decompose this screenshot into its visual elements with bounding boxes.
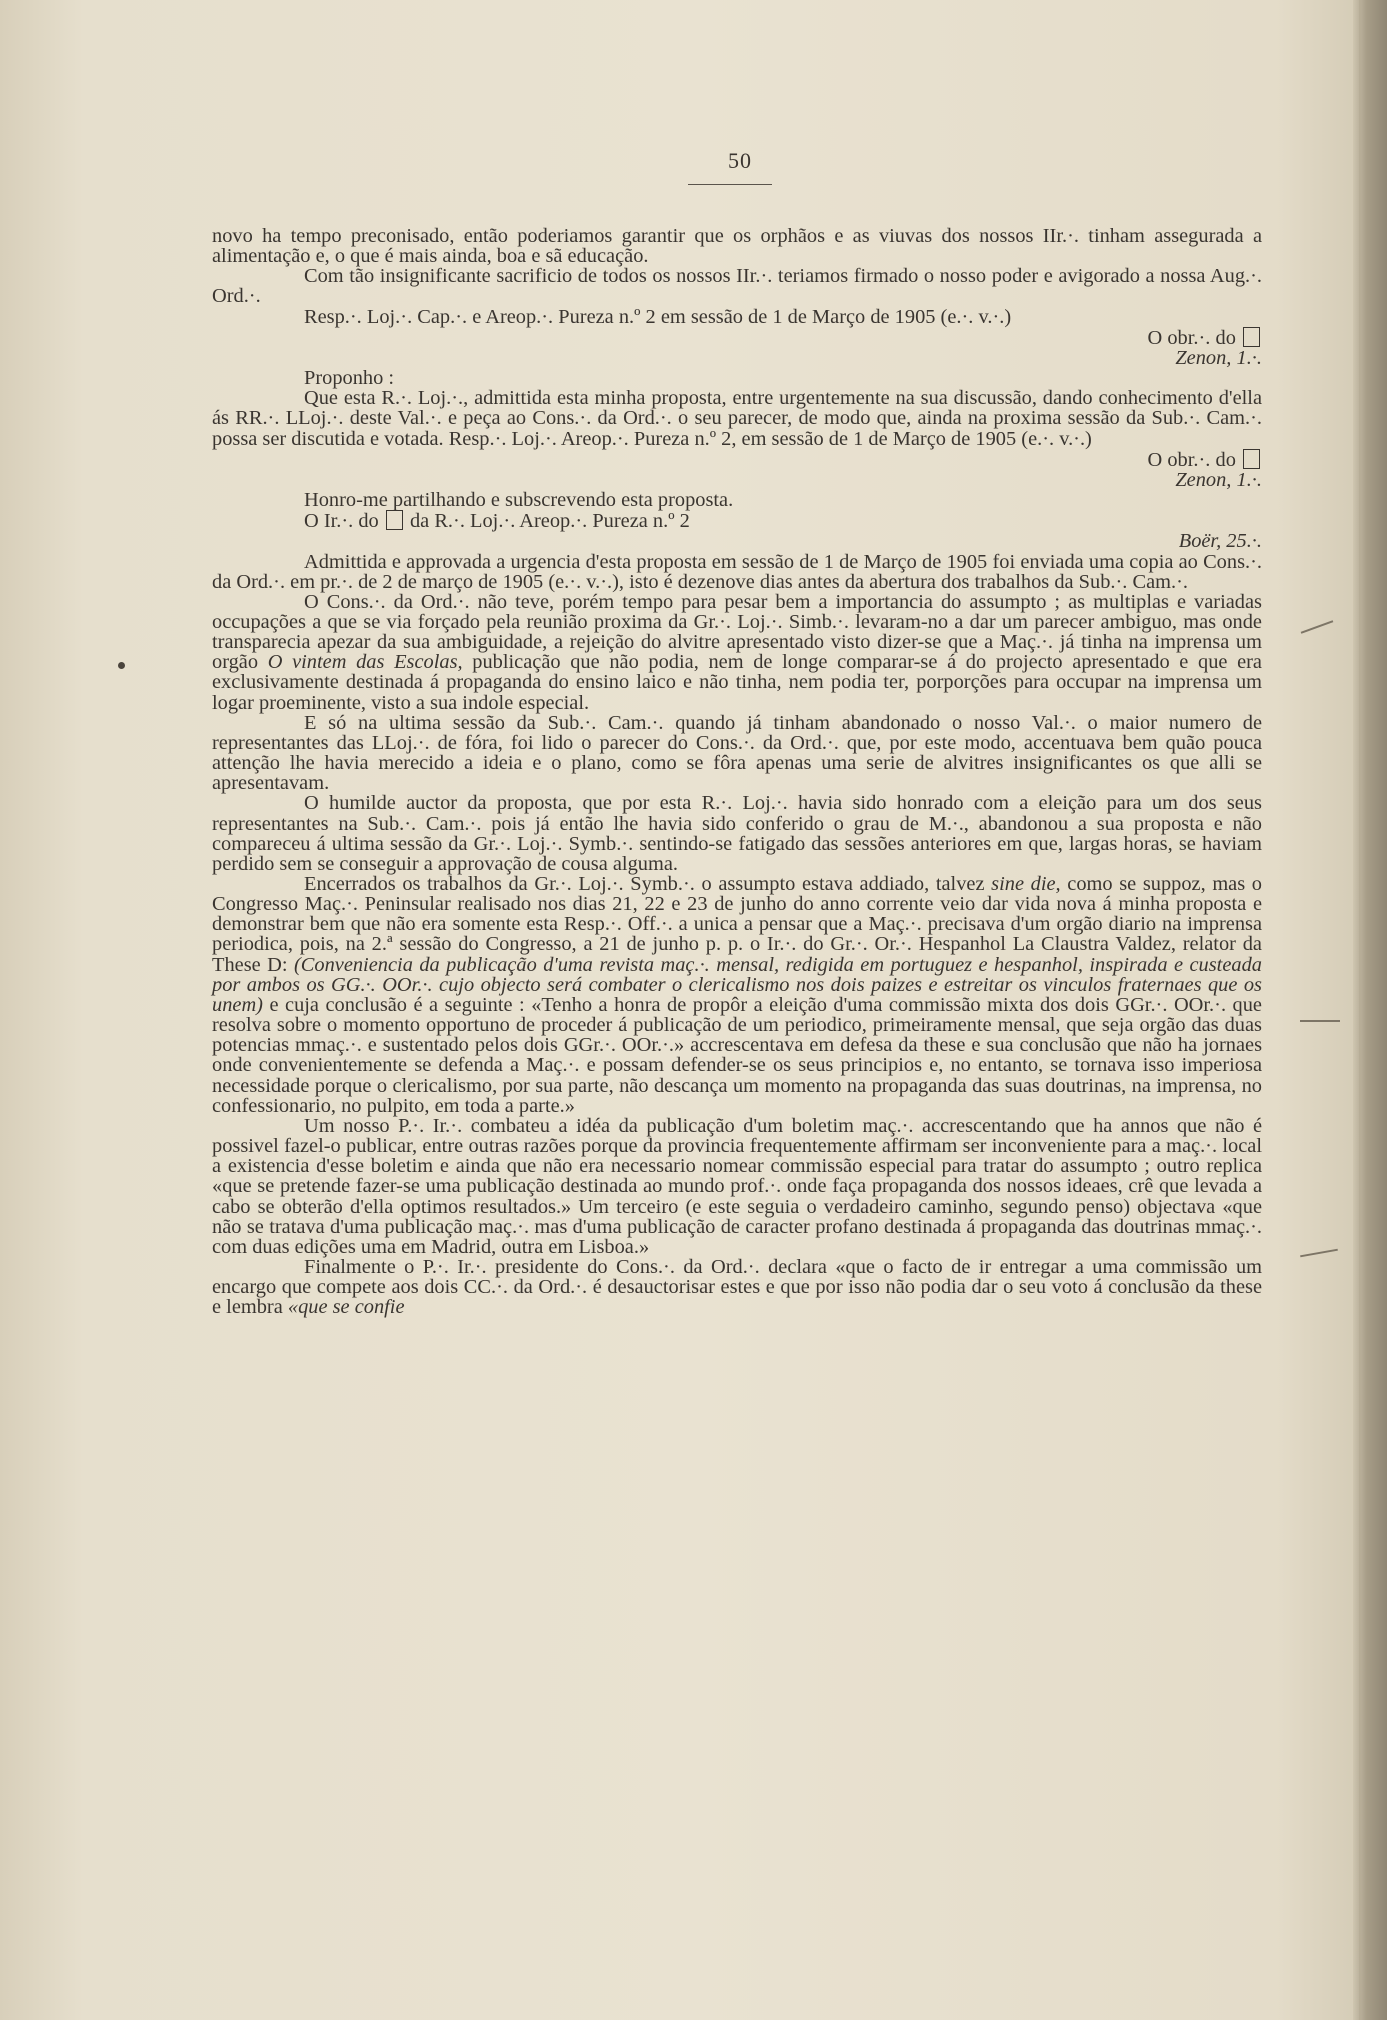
page-number: 50	[728, 148, 752, 173]
text-span: publicação que não podia, nem de longe comparar-se á do projecto apresentado e que era exclusivamente destinada á propaganda do ensino laico e não tinha, nem podia ter, porporções para occupar na imprensa um logar proeminente, visto a sua indole especial.	[212, 651, 1262, 714]
square-symbol-icon	[1243, 449, 1260, 469]
margin-mark	[1300, 1249, 1338, 1258]
text-span: Encerrados os trabalhos da Gr.·. Loj.·. Symb.·. o assumpto estava addiado, talvez	[304, 873, 985, 895]
paragraph: Proponho :	[304, 367, 395, 390]
text-span: Finalmente o P.·. Ir.·. presidente do Cons.·. da Ord.·. declara «que o facto de ir entregar a uma commissão um encargo que compete aos dois CC.·. da Ord.·. é desauctorisar estes e que por isso não podia dar o seu voto á conclusão da these e lembra	[212, 1255, 1262, 1319]
signature-line: O obr.·. do	[1147, 448, 1236, 471]
paragraph: Admittida e approvada a urgencia d'esta proposta em sessão de 1 de Março de 1905 foi enviada uma copia ao Cons.·. da Ord.·. em pr.·. de 2 de março de 1905 (e.·. v.·.), isto é dezenove dias antes da abertura dos trabalhos da Sub.·. Cam.·.	[212, 550, 1262, 593]
paragraph	[212, 874, 1262, 1116]
text-span: O Cons.·. da Ord.·. não teve, porém tempo para pesar bem a importancia do assumpto ; as multiplas e variadas occupações a que se via forçado pela reunião proxima da Gr.·. Loj.·. Simb.·. levaram-no a dar um parecer ambiguo, mas onde transparecia apezar da sua ambiguidade, a rejeição do alvitre apresentado visto dizer-se que a Maç.·. já tinha na imprensa um orgão	[212, 590, 1262, 674]
paragraph: O humilde auctor da proposta, que por esta R.·. Loj.·. havia sido honrado com a eleição para um dos seus representantes na Sub.·. Cam.·. pois já então lhe havia sido conferido o grau de M.·., abandonou a sua proposta e não compareceu á ultima sessão da Gr.·. Loj.·. Symb.·. sentindo-se fatigado das sessões anteriores em que, largas horas, se haviam perdido sem se conseguir a approvação de cousa alguma.	[212, 792, 1262, 875]
paragraph: Um nosso P.·. Ir.·. combateu a idéa da publicação d'um boletim maç.·. accrescentando que ha annos que não é possivel fazel-o publicar, entre outras razões porque da provincia frequentemente affirmam ser inconveniente para a maç.·. local a existencia d'esse boletim e ainda que não era necessario nomear commissão especial para tratar do assumpto ; outro replica «que se pretende fazer-se uma publicação destinada ao mundo prof.·. onde faça propaganda dos nossos ideaes, crê que levada a cabo se obterão d'ella optimos resultados.» Um terceiro (e este seguia o verdadeiro caminho, segundo penso) objectava «que não se tratava d'uma publicação maç.·. mas d'uma publicação de caracter profano destinada á propaganda das doutrinas mmaç.·. com duas edições uma em Madrid, outra em Lisboa.»	[212, 1114, 1262, 1258]
signature-block	[212, 531, 1262, 551]
signature-name: Boër, 25.·.	[1178, 530, 1262, 553]
text-span: como se suppoz, mas o Congresso Maç.·. Peninsular realisado nos dias 21, 22 e 23 de junho do anno corrente veio dar vida nova á minha proposta e demonstrar bem que não era somente esta Resp.·. Off.·. a unica a pensar que a Maç.·. precisava d'um orgão diario na imprensa periodica, pois, na 2.ª sessão do Congresso, a 21 de junho p. p. o Ir.·. do Gr.·. Or.·. Hespanhol La Claustra Valdez, relator da These D:	[212, 873, 1262, 976]
page-edge	[1353, 0, 1387, 2020]
paragraph: novo ha tempo preconisado, então poderiamos garantir que os orphãos e as viuvas dos nossos IIr.·. tinham assegurada a alimentação e, o que é mais ainda, boa e sã educação.	[212, 225, 1262, 268]
paragraph: Honro-me partilhando e subscrevendo esta proposta.	[304, 489, 734, 512]
emphasis: O vintem das Escolas,	[267, 651, 463, 674]
signature-name: Zenon, 1.·.	[1175, 468, 1262, 491]
signature-block	[212, 449, 1262, 490]
text-span: O Ir.·. do	[304, 510, 379, 533]
margin-mark	[1301, 620, 1334, 634]
text-span: e cuja conclusão é a seguinte : «Tenho a honra de propôr a eleição d'uma commissão mixta dos dois GGr.·. OOr.·. que resolva sobre o momento opportuno de proceder á publicação de um periodico, primeiramente mensal, que seja orgão das duas potencias mmaç.·. e sustentado pelos dois GGr.·. OOr.·.» accrescentava em defesa da these e sua conclusão que não ha jornaes onde convenientemente se defenda a Maç.·. e possam defender-se os seus principios e, no entanto, se tornava isso imperiosa necessidade porque o clericalismo, por sua parte, não descança um momento na propaganda das suas doutrinas, na imprensa, no confessionario, no pulpito, em toda a parte.»	[212, 993, 1262, 1117]
body-text	[212, 226, 1262, 1317]
signature-line: O obr.·. do	[1147, 326, 1236, 349]
margin-mark	[1300, 1020, 1340, 1022]
page-number-rule	[688, 184, 772, 185]
signature-name: Zenon, 1.·.	[1175, 346, 1262, 369]
paragraph	[212, 592, 1262, 713]
signature-block	[212, 327, 1262, 368]
emphasis: (Conveniencia da publicação d'uma revista maç.·. mensal, redigida em portuguez e hespanhol, inspirada e custeada por ambos os GG.·. OOr.·. cujo objecto será combater o clericalismo nos dois paizes e estreitar os vinculos fraternaes que os unem)	[212, 953, 1262, 1016]
paragraph: Que esta R.·. Loj.·., admittida esta minha proposta, entre urgentemente na sua discussão, dando conhecimento d'ella ás RR.·. LLoj.·. deste Val.·. e peça ao Cons.·. da Ord.·. o seu parecer, de modo que, ainda na proxima sessão da Sub.·. Cam.·. possa ser discutida e votada. Resp.·. Loj.·. Areop.·. Pureza n.º 2, em sessão de 1 de Março de 1905 (e.·. v.·.)	[212, 387, 1262, 450]
paragraph	[212, 510, 1262, 531]
paragraph: Com tão insignificante sacrificio de todos os nossos IIr.·. teriamos firmado o nosso poder e avigorado a nossa Aug.·. Ord.·.	[212, 265, 1262, 308]
paragraph: E só na ultima sessão da Sub.·. Cam.·. quando já tinham abandonado o nosso Val.·. o maior numero de representantes das LLoj.·. de fóra, foi lido o parecer do Cons.·. da Ord.·. que, por este modo, accentuava bem quão pouca attenção lhe havia merecido a ideia e o plano, como se fôra apenas uma serie de alvitres insignificantes os que alli se apresentavam.	[212, 711, 1262, 795]
emphasis: sine die,	[991, 873, 1061, 895]
text-span: da R.·. Loj.·. Areop.·. Pureza n.º 2	[409, 510, 690, 533]
square-symbol-icon	[386, 510, 403, 530]
emphasis: «que se confie	[287, 1296, 405, 1319]
margin-dot	[118, 662, 125, 669]
paragraph: Resp.·. Loj.·. Cap.·. e Areop.·. Pureza n.º 2 em sessão de 1 de Março de 1905 (e.·. v.·.)	[304, 305, 1012, 328]
paragraph	[212, 1257, 1262, 1317]
square-symbol-icon	[1243, 327, 1260, 347]
